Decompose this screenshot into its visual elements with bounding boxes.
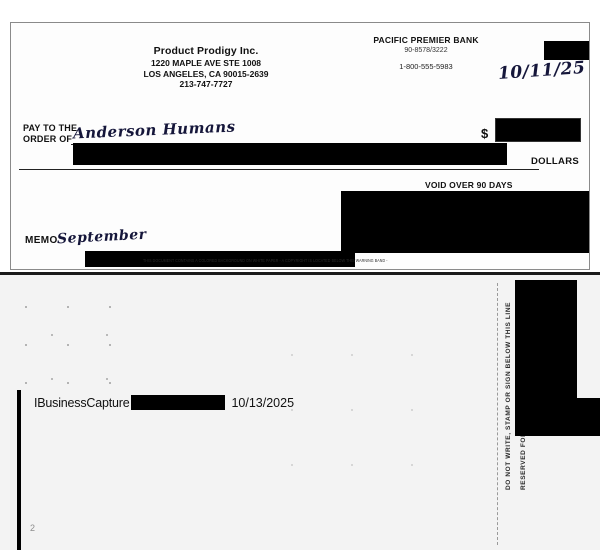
bank-name: PACIFIC PREMIER BANK [373, 35, 479, 45]
payee-handwritten: Anderson Humans [72, 117, 236, 143]
capture-label: IBusinessCapture [34, 395, 130, 410]
company-address-line2: LOS ANGELES, CA 90015-2639 [143, 68, 269, 79]
dollars-label: DOLLARS [530, 156, 579, 167]
company-block [106, 45, 306, 90]
check-date-handwritten: 10/11/25 [497, 57, 586, 85]
bank-routing: 90-8578/3222 [404, 47, 448, 55]
redaction-bank-stamp [515, 398, 600, 436]
company-name: Product Prodigy Inc. [153, 45, 259, 57]
company-phone: 213-747-7727 [179, 79, 233, 90]
scan-noise-speckle-left [18, 295, 138, 390]
endorsement-left-bar-lower [17, 390, 21, 550]
redaction-amount [495, 118, 581, 142]
company-address-line1: 1220 MAPLE AVE STE 1008 [150, 58, 262, 69]
redaction-signature [341, 191, 590, 253]
bank-phone: 1-800-555-5983 [399, 62, 453, 72]
capture-date: 10/13/2025 [231, 395, 295, 410]
scan-noise-speckle-center [280, 335, 460, 485]
scan-corner-mark: 2 [30, 523, 37, 533]
endorsement-dashed-rule [497, 283, 498, 545]
dollars-rule [19, 169, 539, 170]
pay-to-label-line2: ORDER OF [23, 134, 73, 145]
memo-label: MEMO [25, 235, 58, 246]
pay-to-order-of-label [23, 123, 77, 146]
endorsement-vertical-text-1: DO NOT WRITE, STAMP OR SIGN BELOW THIS LINE [505, 301, 512, 490]
void-notice: VOID OVER 90 DAYS [425, 180, 513, 190]
microprint-warning: THIS DOCUMENT CONTAINS A COLORED BACKGROUND ON WHITE PAPER - A COPYRIGHT IS LOCATED BELOW THIS WARNING BAND - [143, 258, 388, 264]
capture-stamp-row [34, 395, 294, 410]
redaction-payee-line [73, 143, 507, 165]
dollar-symbol: $ [481, 126, 489, 141]
memo-handwritten: September [56, 226, 147, 248]
check-back-scan [0, 275, 600, 550]
bank-block [341, 35, 511, 72]
pay-to-label-line1: PAY TO THE [23, 123, 78, 133]
check-front [10, 22, 590, 270]
redaction-capture-id [131, 395, 225, 410]
